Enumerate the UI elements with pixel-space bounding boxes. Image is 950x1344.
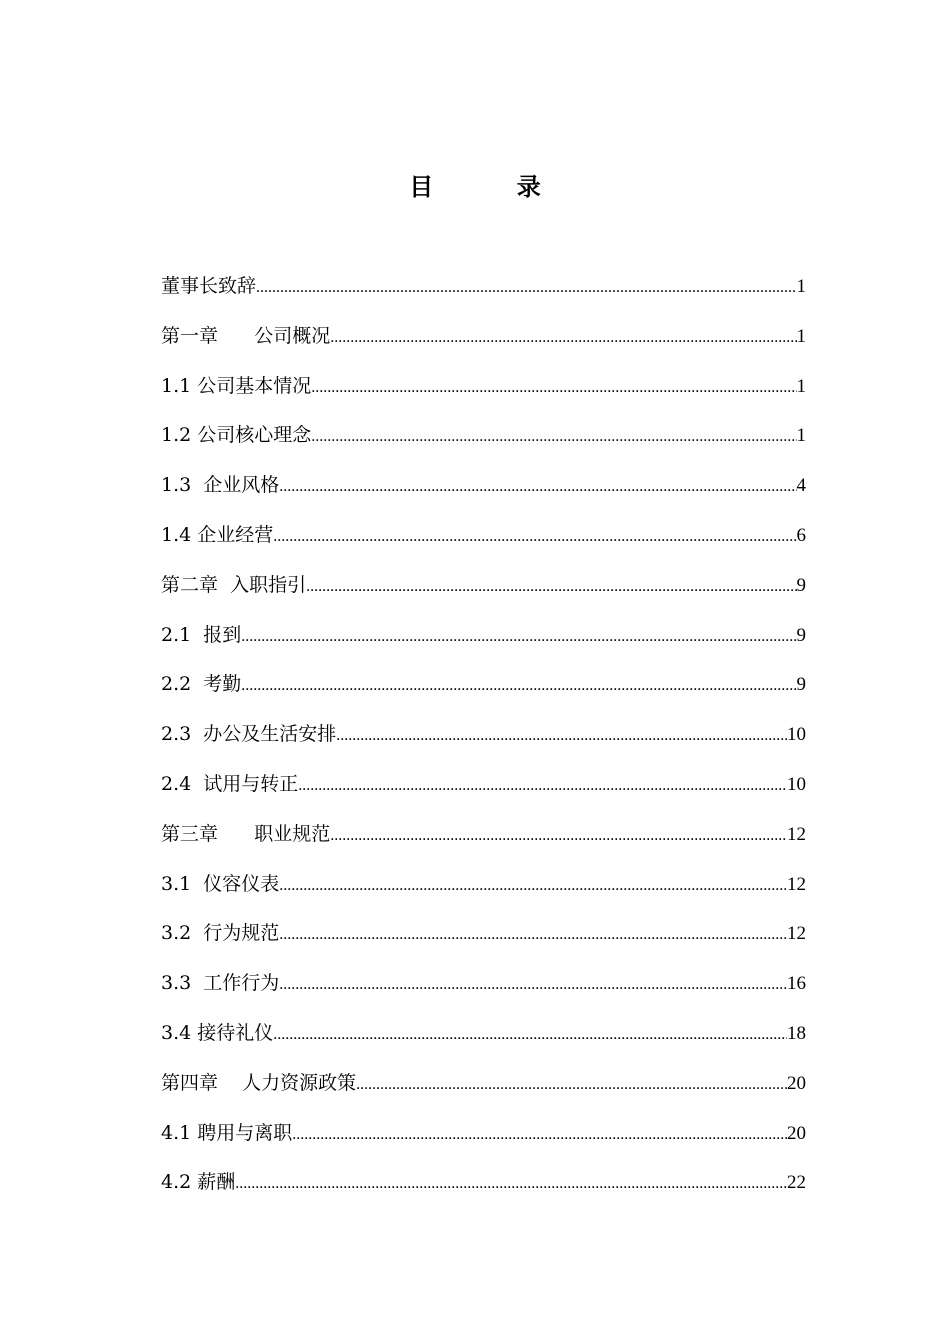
toc-entry-label: 1.1 公司基本情况 bbox=[161, 374, 312, 397]
toc-dot-leader bbox=[330, 320, 796, 356]
toc-dot-leader bbox=[235, 1166, 787, 1202]
toc-entry[interactable] bbox=[161, 666, 806, 716]
toc-entry[interactable] bbox=[161, 1164, 806, 1214]
toc-entry-page: 9 bbox=[796, 674, 806, 696]
toc-entry-page: 16 bbox=[787, 973, 806, 995]
toc-entry-label: 2.4 试用与转正 bbox=[161, 772, 299, 795]
toc-entry[interactable] bbox=[161, 1115, 806, 1165]
toc-entry-page: 10 bbox=[787, 773, 806, 795]
toc-entry-page: 1 bbox=[796, 375, 806, 397]
toc-dot-leader bbox=[273, 1017, 787, 1053]
toc-entry-label: 1.2 公司核心理念 bbox=[161, 424, 312, 447]
toc-entry[interactable] bbox=[161, 617, 806, 667]
toc-title: 目 录 bbox=[409, 173, 541, 201]
toc-entry-label: 3.1 仪容仪表 bbox=[161, 872, 280, 895]
toc-entry-label: 3.2 行为规范 bbox=[161, 922, 280, 945]
toc-entry[interactable] bbox=[161, 915, 806, 965]
toc-entry[interactable] bbox=[161, 567, 806, 617]
toc-dot-leader bbox=[330, 818, 787, 854]
toc-entry-page: 12 bbox=[787, 873, 806, 895]
toc-entry-label: 1.3 企业风格 bbox=[161, 474, 280, 497]
toc-entry-page: 12 bbox=[787, 823, 806, 845]
toc-entry-label: 第三章 职业规范 bbox=[161, 822, 331, 845]
toc-entry[interactable] bbox=[161, 816, 806, 866]
toc-entry-label: 1.4 企业经营 bbox=[161, 523, 274, 546]
toc-entry[interactable] bbox=[161, 1015, 806, 1065]
toc-entry-label: 第一章 公司概况 bbox=[161, 324, 331, 347]
toc-dot-leader bbox=[241, 668, 796, 704]
toc-entry[interactable] bbox=[161, 766, 806, 816]
toc-entry-page: 1 bbox=[796, 325, 806, 347]
toc-entry[interactable] bbox=[161, 965, 806, 1015]
toc-entry-page: 9 bbox=[796, 624, 806, 646]
toc-entry-page: 1 bbox=[796, 276, 806, 297]
toc-dot-leader bbox=[256, 270, 796, 306]
toc-entry-label: 第二章 入职指引 bbox=[161, 573, 307, 596]
toc-entry-page: 4 bbox=[796, 475, 806, 497]
toc-entry[interactable] bbox=[161, 1065, 806, 1115]
toc-entry[interactable] bbox=[161, 517, 806, 567]
toc-entry[interactable] bbox=[161, 368, 806, 418]
toc-entry[interactable] bbox=[161, 268, 806, 318]
toc-entry-label: 3.3 工作行为 bbox=[161, 972, 280, 995]
toc-entry-page: 20 bbox=[787, 1122, 806, 1144]
toc-entry-page: 10 bbox=[787, 724, 806, 746]
toc-entry-label: 3.4 接待礼仪 bbox=[161, 1021, 274, 1044]
toc-dot-leader bbox=[306, 569, 796, 605]
toc-entry[interactable] bbox=[161, 318, 806, 368]
toc-entry-page: 22 bbox=[787, 1172, 806, 1194]
toc-dot-leader bbox=[279, 967, 787, 1003]
toc-entry-label: 2.3 办公及生活安排 bbox=[161, 723, 337, 746]
toc-entry[interactable] bbox=[161, 866, 806, 916]
toc-entry-page: 12 bbox=[787, 923, 806, 945]
toc-entry-label: 2.2 考勤 bbox=[161, 673, 242, 696]
toc-entry-label: 4.1 聘用与离职 bbox=[161, 1121, 293, 1144]
toc-entry-page: 9 bbox=[796, 574, 806, 596]
toc-entry-page: 6 bbox=[796, 524, 806, 546]
toc-entry[interactable] bbox=[161, 716, 806, 766]
toc-entry-label: 2.1 报到 bbox=[161, 623, 242, 646]
toc-entry-page: 1 bbox=[796, 425, 806, 447]
toc-dot-leader bbox=[273, 519, 796, 555]
toc-entry-label: 4.2 薪酬 bbox=[161, 1171, 236, 1194]
toc-entry-label: 第四章 人力资源政策 bbox=[161, 1071, 357, 1094]
toc-entry[interactable] bbox=[161, 417, 806, 467]
toc-entry-page: 18 bbox=[787, 1022, 806, 1044]
toc-dot-leader bbox=[279, 868, 787, 904]
toc-dot-leader bbox=[336, 718, 787, 754]
toc-entry-page: 20 bbox=[787, 1072, 806, 1094]
toc-entry[interactable] bbox=[161, 467, 806, 517]
toc-dot-leader bbox=[241, 619, 796, 655]
table-of-contents bbox=[161, 268, 806, 1214]
toc-dot-leader bbox=[279, 469, 796, 505]
toc-dot-leader bbox=[356, 1067, 787, 1103]
toc-dot-leader bbox=[292, 1117, 787, 1153]
toc-dot-leader bbox=[279, 917, 787, 953]
toc-dot-leader bbox=[311, 370, 796, 406]
toc-dot-leader bbox=[298, 768, 787, 804]
toc-dot-leader bbox=[311, 419, 796, 455]
toc-entry-label: 董事长致辞 bbox=[161, 275, 257, 297]
